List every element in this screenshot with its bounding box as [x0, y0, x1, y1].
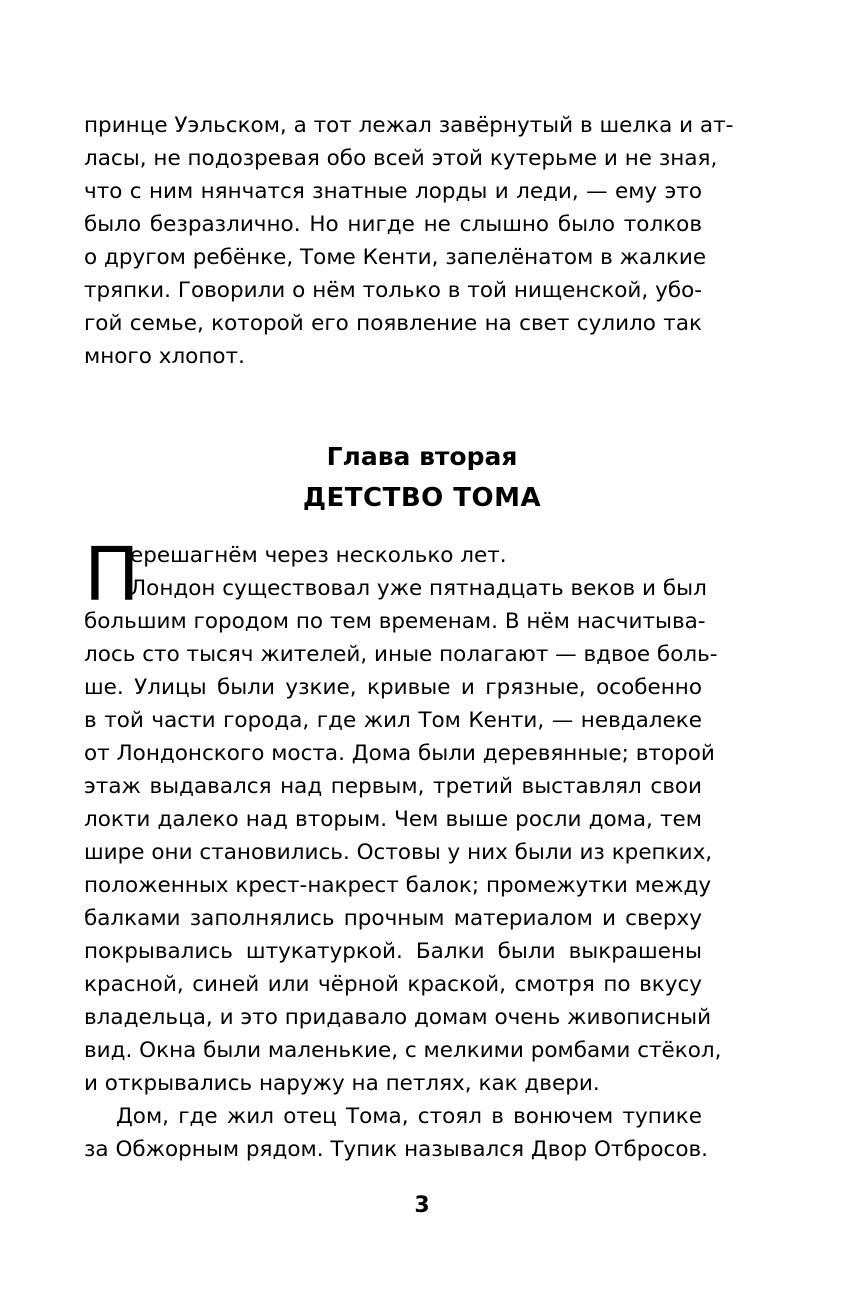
- text-line: балками заполнялись прочным материалом и сверху: [84, 906, 702, 931]
- text-line: вид. Окна были маленькие, с мелкими ромбами стёкол,: [84, 1038, 722, 1063]
- text-line: что с ним нянчатся знатные лорды и леди, — ему это: [84, 179, 702, 204]
- text-line: и открывались наружу на петлях, как двери.: [84, 1071, 600, 1096]
- text-line: шире они становились. Остовы у них были из крепких,: [84, 840, 713, 865]
- text-line: гой семье, которой его появление на свет сулило так: [84, 311, 702, 336]
- text-line: Дом, где жил отец Тома, стоял в вонючем тупике: [116, 1104, 702, 1129]
- text-line: владельца, и это придавало домам очень живописный: [84, 1005, 712, 1030]
- text-line: покрывались штукатуркой. Балки были выкрашены: [84, 939, 702, 964]
- text-line: тряпки. Говорили о нём только в той нищенской, убо-: [84, 278, 702, 303]
- page-number: 3: [414, 1193, 430, 1218]
- top-paragraph: [84, 109, 734, 373]
- text-line: локти далеко над вторым. Чем выше росли дома, тем: [84, 807, 702, 832]
- text-line: ерешагнём через несколько лет.: [130, 543, 507, 568]
- text-line: ше. Улицы были узкие, кривые и грязные, особенно: [84, 675, 702, 700]
- text-line: в той части города, где жил Том Кенти, — невдалеке: [84, 708, 702, 733]
- text-line: было безразлично. Но нигде не слышно было толков: [84, 212, 702, 237]
- text-line: лось сто тысяч жителей, иные полагают — вдвое боль-: [84, 642, 718, 667]
- text-line: этаж выдавался над первым, третий выставлял свои: [84, 774, 702, 799]
- drop-cap: П: [84, 532, 140, 618]
- text-line: от Лондонского моста. Дома были деревянные; второй: [84, 741, 715, 766]
- chapter-title: ДЕТСТВО ТОМА: [302, 483, 542, 513]
- text-line: принце Уэльском, а тот лежал завёрнутый в шелка и ат-: [84, 113, 734, 138]
- text-line: за Обжорным рядом. Тупик назывался Двор Отбросов.: [84, 1137, 708, 1162]
- text-line: красной, синей или чёрной краской, смотря по вкусу: [84, 972, 702, 997]
- chapter-body: [84, 532, 722, 1166]
- text-line: большим городом по тем временам. В нём насчитыва-: [84, 609, 706, 634]
- text-line: положенных крест-накрест балок; промежутки между: [84, 873, 712, 898]
- chapter-label: Глава вторая: [326, 442, 518, 471]
- text-line: Лондон существовал уже пятнадцать веков и был: [130, 576, 707, 601]
- text-line: много хлопот.: [84, 344, 245, 369]
- dropcap-lines: [84, 532, 707, 618]
- text-line: ласы, не подозревая обо всей этой кутерьме и не зная,: [84, 146, 718, 171]
- text-line: о другом ребёнке, Томе Кенти, запелёнатом в жалкие: [84, 245, 707, 270]
